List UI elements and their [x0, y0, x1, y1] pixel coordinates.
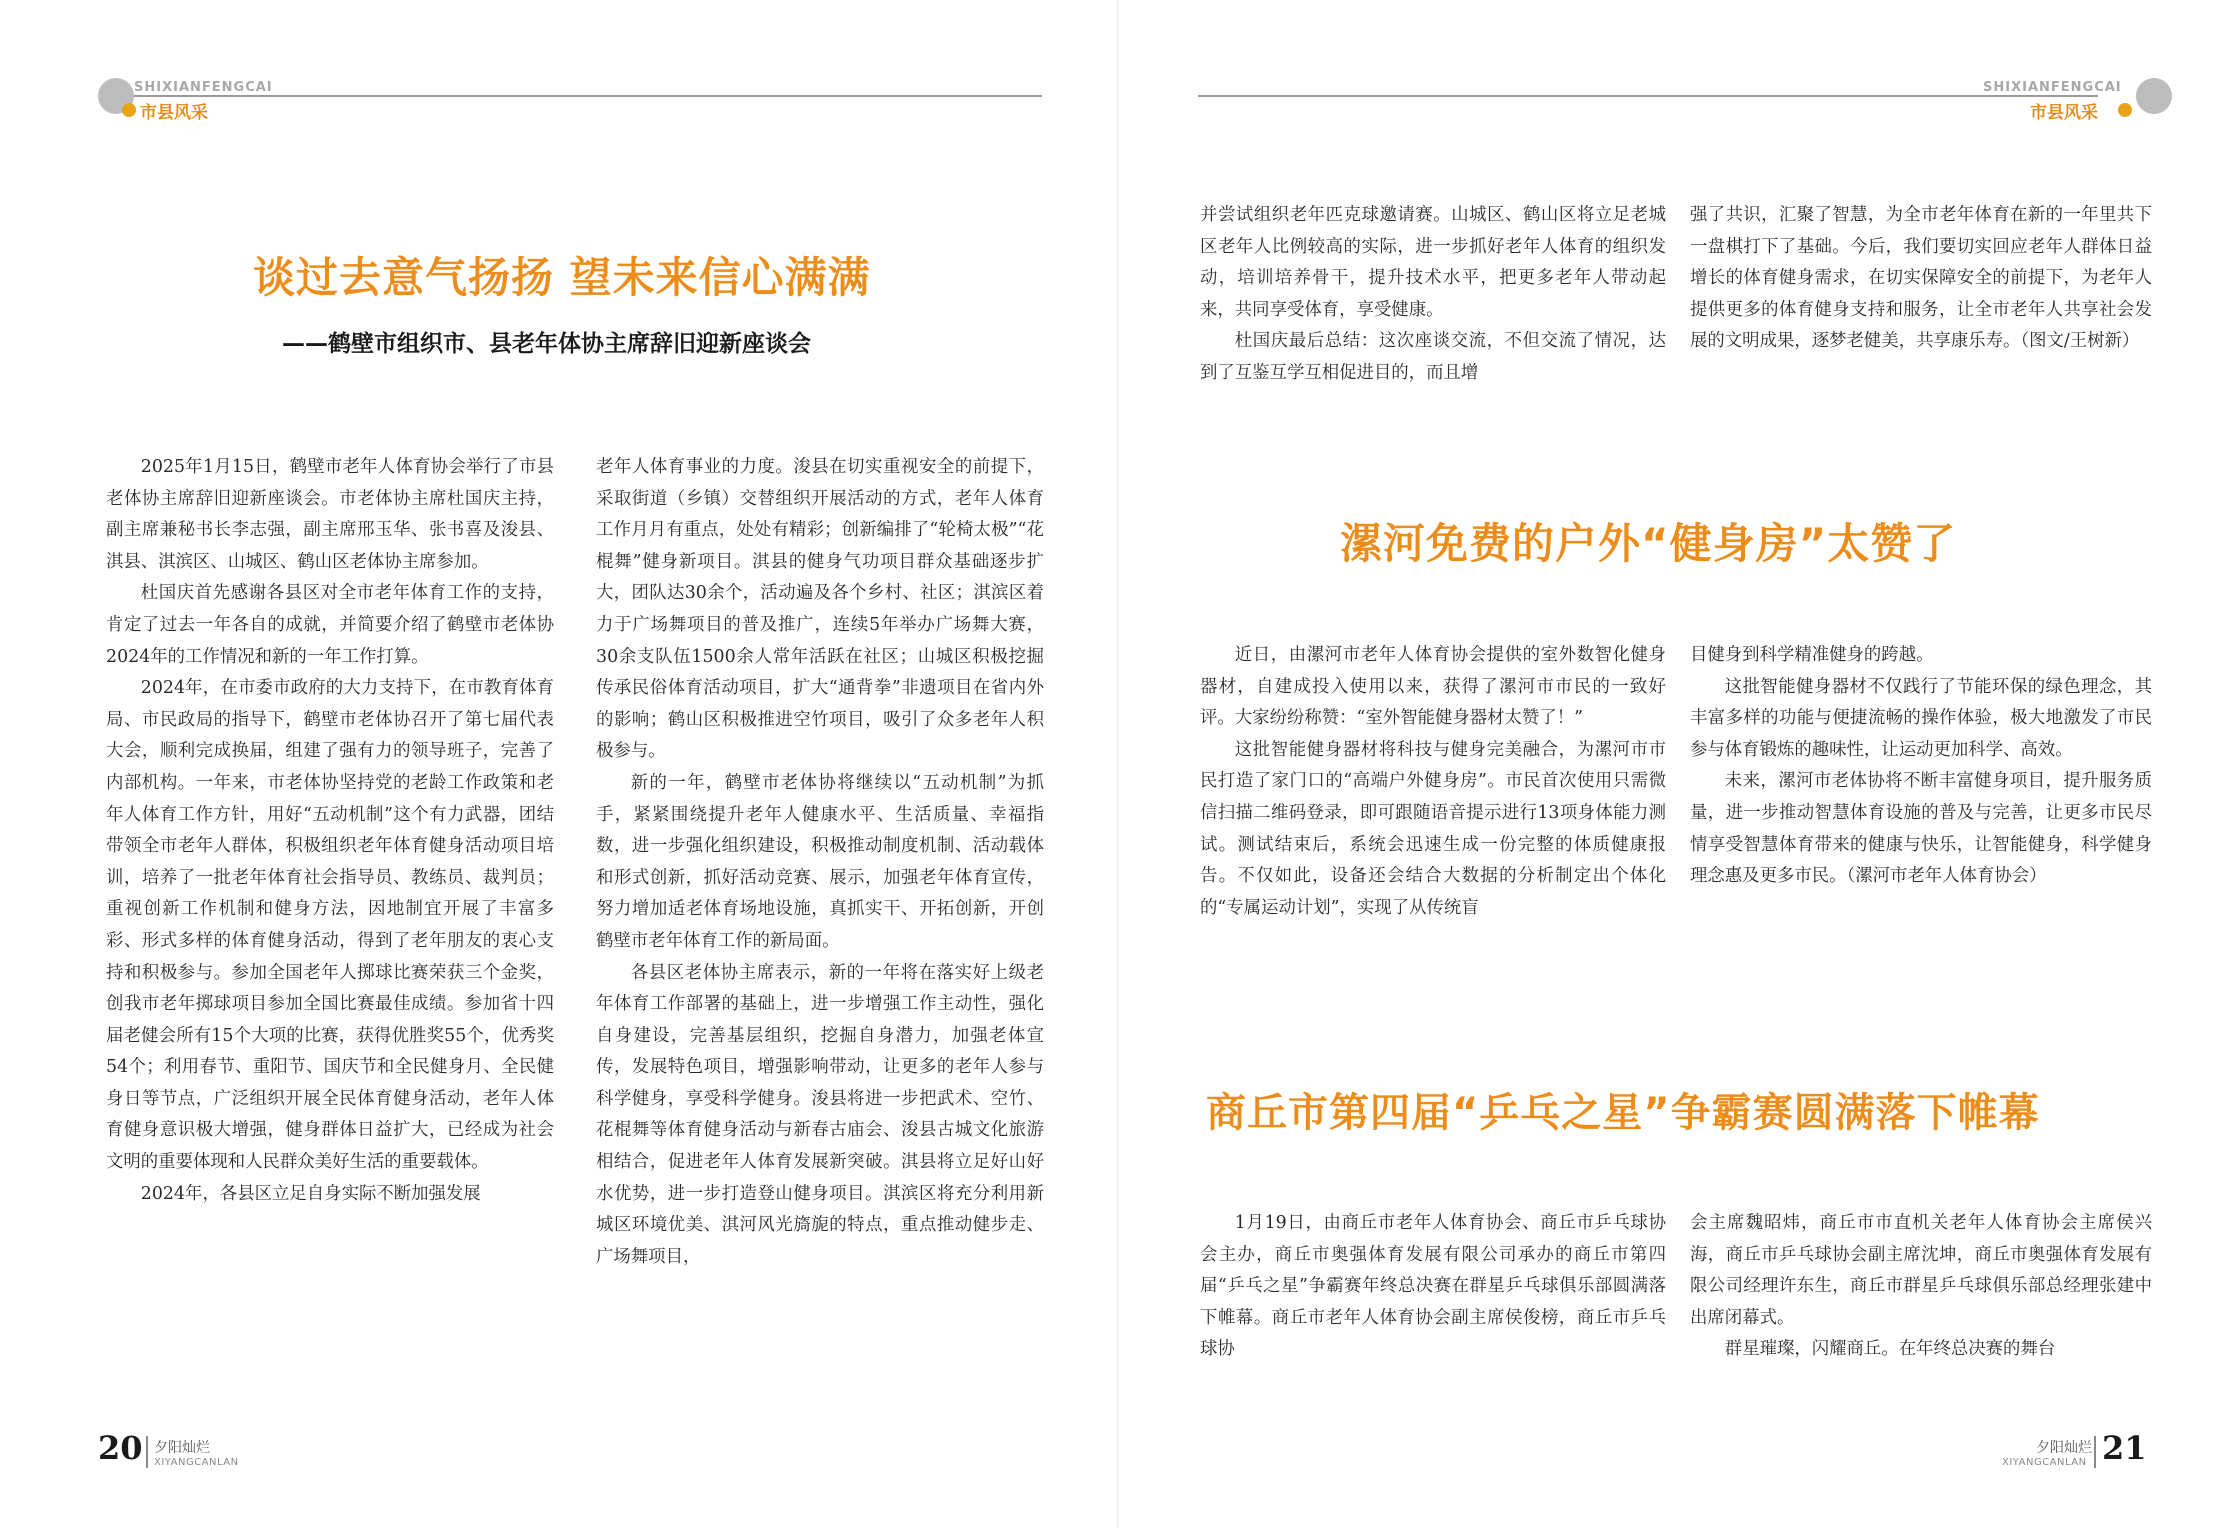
header-rule [134, 95, 1042, 97]
article3-title: 商丘市第四届“乒乓之星”争霸赛圆满落下帷幕 [1206, 1090, 2040, 1136]
article3-column-2 [1690, 1208, 2152, 1366]
paragraph: 1月19日，由商丘市老年人体育协会、商丘市乒乓球协会主办，商丘市奥强体育发展有限公司承办的商丘市第四届“乒乓之星”争霸赛年终总决赛在群星乒乓球俱乐部圆满落下帷幕。商丘市老年人体育协会副主席侯俊榜，商丘市乒乓球协 [1200, 1213, 1666, 1360]
article1-title: 谈过去意气扬扬 望未来信心满满 [253, 253, 871, 302]
paragraph: 各县区老体协主席表示，新的一年将在落实好上级老年体育工作部署的基础上，进一步增强工作主动性，强化自身建设，完善基层组织，挖掘自身潜力，加强老体宣传，发展特色项目，增强影响带动，让更多的老年人参与科学健身，享受科学健身。浚县将进一步把武术、空竹、花棍舞等体育健身活动与新春古庙会、浚县古城文化旅游相结合，促进老年人体育发展新突破。淇县将立足好山好水优势，进一步打造登山健身项目。淇滨区将充分利用新城区环境优美、淇河风光旖旎的特点，重点推动健步走、广场舞项目， [596, 962, 1044, 1267]
paragraph: 并尝试组织老年匹克球邀请赛。山城区、鹤山区将立足老城区老年人比例较高的实际，进一步抓好老年人体育的组织发动，培训培养骨干，提升技术水平，把更多老年人带动起来，共同享受体育，享受健康。 [1200, 205, 1666, 320]
right-page [1118, 0, 2236, 1528]
article1-column-4 [1690, 200, 2152, 358]
article3-column-1 [1200, 1208, 1666, 1366]
paragraph: 强了共识，汇聚了智慧，为全市老年体育在新的一年里共下一盘棋打下了基础。今后，我们要切实回应老年人群体日益增长的体育健身需求，在切实保障安全的前提下，为老年人提供更多的体育健身支持和服务，让全市老年人共享社会发展的文明成果，逐梦老健美，共享康乐寿。（图文/王树新） [1690, 205, 2152, 352]
section-label: 市县风采 [140, 103, 208, 123]
article2-column-2 [1690, 640, 2152, 893]
article1-column-1 [106, 452, 554, 1210]
article2-column-1 [1200, 640, 1666, 924]
magazine-pinyin: XIYANGCANLAN [154, 1457, 239, 1468]
paragraph: 2024年，在市委市政府的大力支持下，在市教育体育局、市民政局的指导下，鹤壁市老体协召开了第七届代表大会，顺利完成换届，组建了强有力的领导班子，完善了内部机构。一年来，市老体协坚持党的老龄工作政策和老年人体育工作方针，用好“五动机制”这个有力武器，团结带领全市老年人群体，积极组织老年体育健身活动项目培训，培养了一批老年体育社会指导员、教练员、裁判员；重视创新工作机制和健身方法，因地制宜开展了丰富多彩、形式多样的体育健身活动，得到了老年朋友的衷心支持和积极参与。参加全国老年人掷球比赛荣获三个金奖，创我市老年掷球项目参加全国比赛最佳成绩。参加省十四届老健会所有15个大项的比赛，获得优胜奖55个，优秀奖54个；利用春节、重阳节、国庆节和全民健身月、全民健身日等节点，广泛组织开展全民体育健身活动，老年人体育健身意识极大增强，健身群体日益扩大，已经成为社会文明的重要体现和人民群众美好生活的重要载体。 [106, 678, 554, 1173]
article1-column-3 [1200, 200, 1666, 390]
footer-divider [2094, 1436, 2096, 1468]
paragraph: 新的一年，鹤壁市老体协将继续以“五动机制”为抓手，紧紧围绕提升老年人健康水平、生活质量、幸福指数，进一步强化组织建设，积极推动制度机制、活动载体和形式创新，抓好活动竞赛、展示，加强老年体育宣传，努力增加适老体育场地设施，真抓实干、开拓创新，开创鹤壁市老年体育工作的新局面。 [596, 772, 1044, 951]
paragraph: 近日，由漯河市老年人体育协会提供的室外数智化健身器材，自建成投入使用以来，获得了漯河市市民的一致好评。大家纷纷称赞：“室外智能健身器材太赞了！” [1200, 645, 1666, 729]
footer-divider [146, 1436, 148, 1468]
page-number-left: 20 [98, 1429, 143, 1467]
paragraph: 这批智能健身器材不仅践行了节能环保的绿色理念，其丰富多样的功能与便捷流畅的操作体验，极大地激发了市民参与体育锻炼的趣味性，让运动更加科学、高效。 [1690, 676, 2152, 760]
section-pinyin: SHIXIANFENGCAI [1983, 80, 2122, 95]
paragraph: 老年人体育事业的力度。浚县在切实重视安全的前提下，采取街道（乡镇）交替组织开展活动的方式，老年人体育工作月月有重点，处处有精彩；创新编排了“轮椅太极”“花棍舞”健身新项目。淇县的健身气功项目群众基础逐步扩大，团队达30余个，活动遍及各个乡村、社区；淇滨区着力于广场舞项目的普及推广，连续5年举办广场舞大赛，30余支队伍1500余人常年活跃在社区；山城区积极挖掘传承民俗体育活动项目，扩大“通背拳”非遗项目在省内外的影响；鹤山区积极推进空竹项目，吸引了众多老年人积极参与。 [596, 457, 1044, 762]
header-dot-icon [122, 103, 136, 117]
header-dot-icon [2118, 103, 2132, 117]
header-rule [1198, 95, 2098, 97]
paragraph: 杜国庆最后总结：这次座谈交流，不但交流了情况，达到了互鉴互学互相促进目的，而且增 [1200, 331, 1666, 383]
paragraph: 目健身到科学精准健身的跨越。 [1690, 645, 1934, 665]
magazine-name: 夕阳灿烂 [154, 1440, 210, 1456]
article2-title: 漯河免费的户外“健身房”太赞了 [1340, 519, 1957, 568]
paragraph: 2024年，各县区立足自身实际不断加强发展 [140, 1183, 481, 1204]
magazine-name: 夕阳灿烂 [2036, 1440, 2092, 1456]
section-label: 市县风采 [2030, 103, 2098, 123]
article1-column-2 [596, 452, 1044, 1273]
article1-subtitle: ——鹤壁市组织市、县老年体协主席辞旧迎新座谈会 [282, 331, 811, 357]
header-decor-circle [2136, 78, 2172, 114]
paragraph: 2025年1月15日，鹤壁市老年人体育协会举行了市县老体协主席辞旧迎新座谈会。市老体协主席杜国庆主持，副主席兼秘书长李志强，副主席邢玉华、张书喜及浚县、淇县、淇滨区、山城区、鹤山区老体协主席参加。 [106, 457, 554, 572]
paragraph: 会主席魏昭炜，商丘市市直机关老年人体育协会主席侯兴海，商丘市乒乓球协会副主席沈坤，商丘市奥强体育发展有限公司经理许东生，商丘市群星乒乓球俱乐部总经理张建中出席闭幕式。 [1690, 1213, 2152, 1328]
section-pinyin: SHIXIANFENGCAI [134, 80, 273, 95]
magazine-pinyin: XIYANGCANLAN [2002, 1457, 2087, 1468]
paragraph: 未来，漯河市老体协将不断丰富健身项目，提升服务质量，进一步推动智慧体育设施的普及与完善，让更多市民尽情享受智慧体育带来的健康与快乐，让智能健身，科学健身理念惠及更多市民。（漯河市老年人体育协会） [1690, 771, 2152, 887]
page-number-right: 21 [2102, 1429, 2147, 1467]
paragraph: 群星璀璨，闪耀商丘。在年终总决赛的舞台 [1724, 1339, 2056, 1360]
paragraph: 杜国庆首先感谢各县区对全市老年体育工作的支持，肯定了过去一年各自的成就，并简要介绍了鹤壁市老体协2024年的工作情况和新的一年工作打算。 [106, 583, 554, 667]
paragraph: 这批智能健身器材将科技与健身完美融合，为漯河市市民打造了家门口的“高端户外健身房”。市民首次使用只需微信扫描二维码登录，即可跟随语音提示进行13项身体能力测试。测试结束后，系统会迅速生成一份完整的体质健康报告。不仅如此，设备还会结合大数据的分析制定出个体化的“专属运动计划”，实现了从传统盲 [1200, 739, 1666, 918]
